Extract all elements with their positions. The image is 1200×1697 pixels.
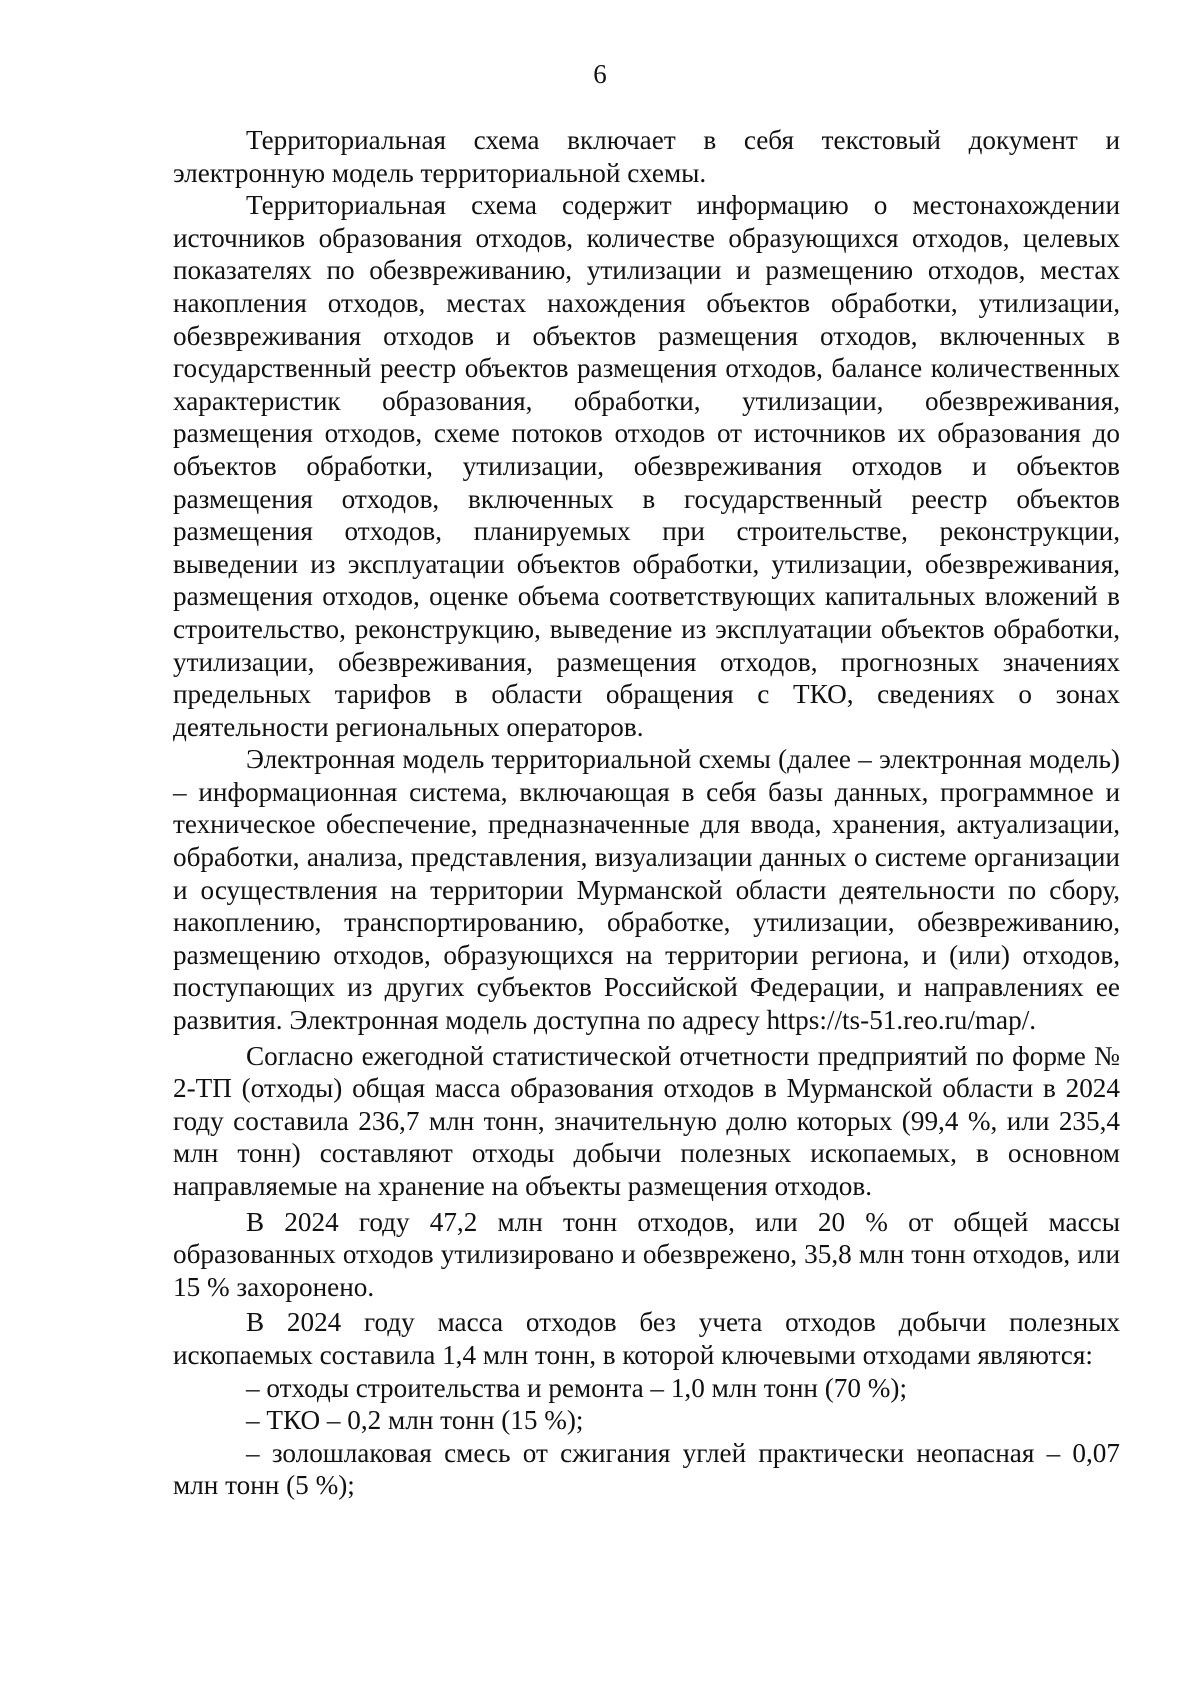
paragraph-waste-utilization: В 2024 году 47,2 млн тонн отходов, или 20 % от общей массы образованных отходов утилизировано и обезврежено, 35,8 млн тонн отходов, или 15 % захоронено. [173,1206,1120,1302]
list-item: – ТКО – 0,2 млн тонн (15 %); [246,1405,584,1436]
page-number: 6 [593,59,607,89]
paragraph-territorial-scheme-composition: Территориальная схема включает в себя текстовый документ и электронную модель территориальной схемы. [173,125,1120,188]
paragraph-key-waste-intro: В 2024 году масса отходов без учета отходов добычи полезных ископаемых составила 1,4 млн тонн, в которой ключевыми отходами являются: [173,1307,1120,1370]
document-body [173,124,1120,1502]
list-item: – отходы строительства и ремонта – 1,0 млн тонн (70 %); [246,1372,908,1403]
paragraph-territorial-scheme-contents: Территориальная схема содержит информацию о местонахождении источников образования отходов, количестве образующихся отходов, целевых показателях по обезвреживанию, утилизации и размещению отходов, местах накопления отходов, местах нахождения объектов обработки, утилизации, обезвреживания отходов и объектов размещения отходов, включенных в государственный реестр объектов размещения отходов, балансе количественных характеристик образования, обработки, утилизации, обезвреживания, размещения отходов, схеме потоков отходов от источников их образования до объектов обработки, утилизации, обезвреживания отходов и объектов размещения отходов, включенных в государственный реестр объектов размещения отходов, планируемых при строительстве, реконструкции, выведении из эксплуатации объектов обработки, утилизации, обезвреживания, размещения отходов, оценке объема соответствующих капитальных вложений в строительство, реконструкцию, выведение из эксплуатации объектов обработки, утилизации, обезвреживания, размещения отходов, прогнозных значениях предельных тарифов в области обращения с ТКО, сведениях о зонах деятельности региональных операторов. [173,190,1120,742]
paragraph-electronic-model: Электронная модель территориальной схемы (далее – электронная модель) – информационная система, включающая в себя базы данных, программное и техническое обеспечение, предназначенные для ввода, хранения, актуализации, обработки, анализа, представления, визуализации данных о системе организации и осуществления на территории Мурманской области деятельности по сбору, накоплению, транспортированию, обработке, утилизации, обезвреживанию, размещению отходов, образующихся на территории региона, и (или) отходов, поступающих из других субъектов Российской Федерации, и направлениях ее развития. Электронная модель доступна по адресу https://ts-51.reo.ru/map/. [173,744,1120,1036]
list-item: – золошлаковая смесь от сжигания углей практически неопасная – 0,07 млн тонн (5 %); [173,1437,1120,1501]
paragraph-waste-statistics: Согласно ежегодной статистической отчетности предприятий по форме № 2-ТП (отходы) общая масса образования отходов в Мурманской области в 2024 году составила 236,7 млн тонн, значительную долю которых (99,4 %, или 235,4 млн тонн) составляют отходы добычи полезных ископаемых, в основном направляемые на хранение на объекты размещения отходов. [173,1040,1120,1201]
key-waste-list [173,1372,1120,1502]
